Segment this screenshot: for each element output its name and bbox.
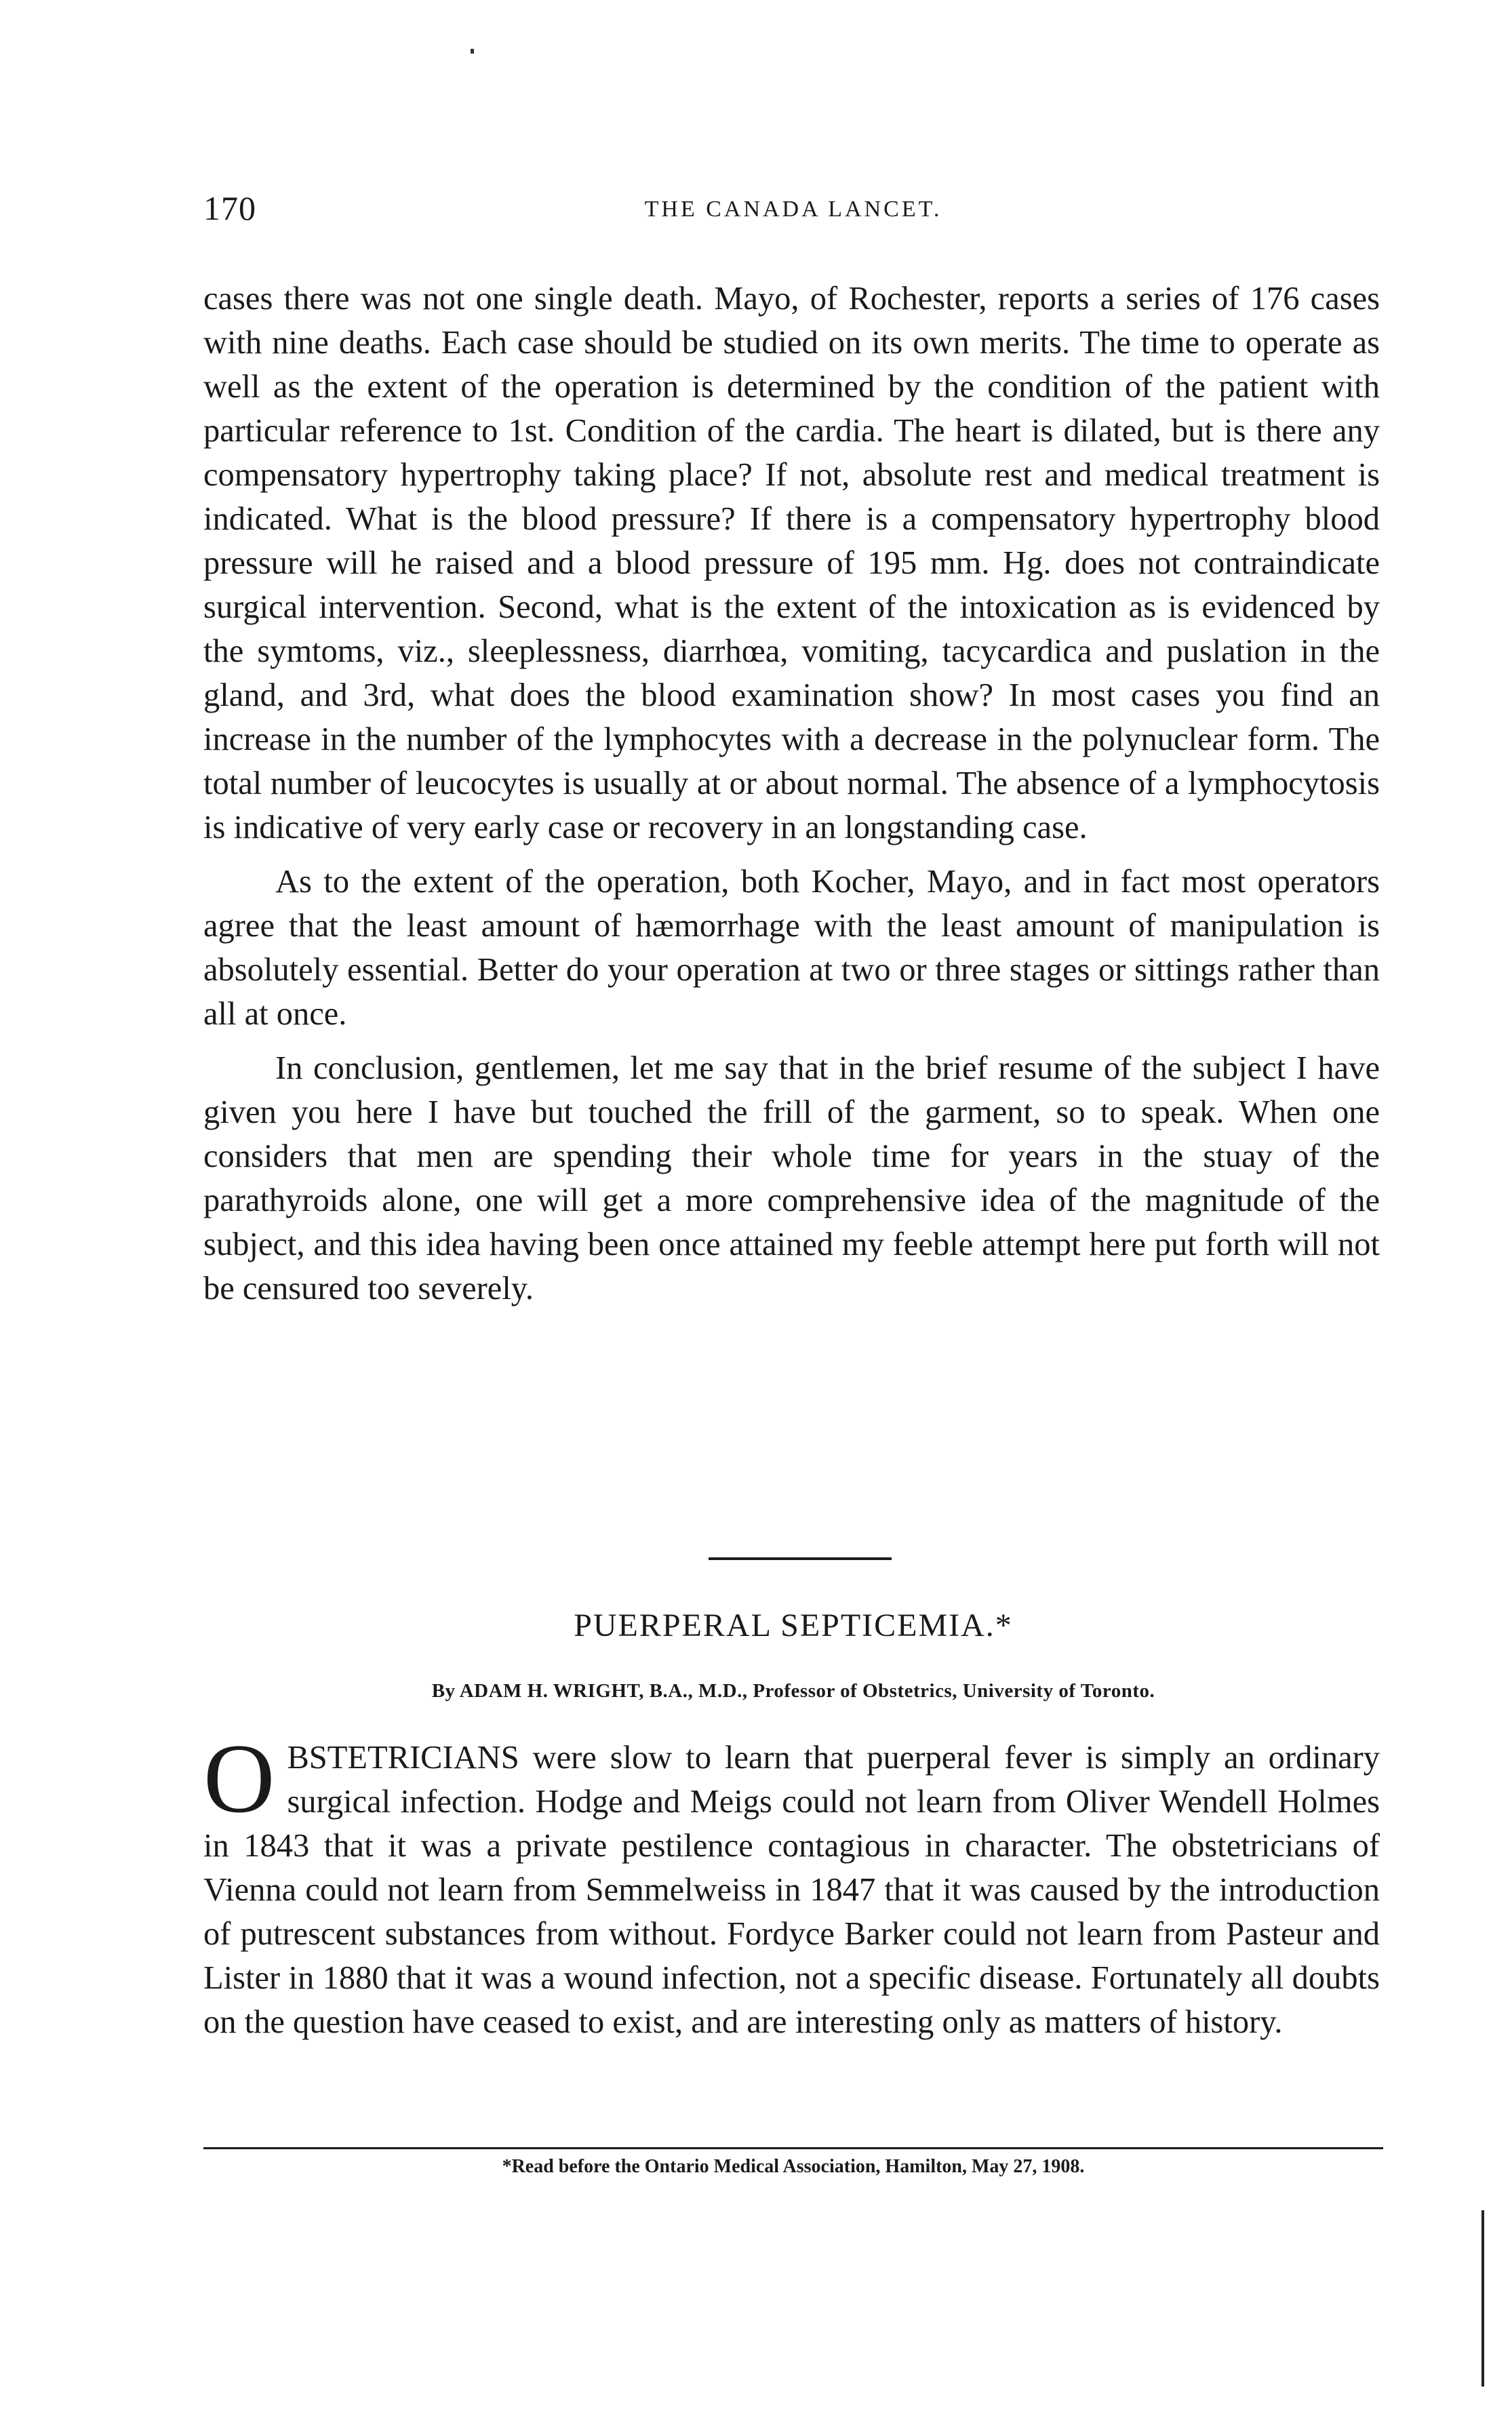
paragraph: BSTETRICIANS were slow to learn that puerperal fever is simply an ordinary surgical infection. Hodge and Meigs could not learn from Oliver Wendell Holmes in 1843 that it was a private pestilence contagious in character. The obstetricians of Vienna could not learn from Semmelweiss in 1847 that it was caused by the introduction of putrescent substances from without. Fordyce Barker could not learn from Pasteur and Lister in 1880 that it was a wound infection, not a specific disease. Fortunately all doubts on the question have ceased to exist, and are interesting only as matters of history. bbox=[203, 1740, 1380, 2040]
footnote-divider bbox=[203, 2147, 1383, 2149]
scan-speck bbox=[471, 49, 474, 54]
drop-cap: O bbox=[203, 1723, 275, 1833]
paragraph: As to the extent of the operation, both Kocher, Mayo, and in fact most operators agree that the least amount of hæmorrhage with the least amount of manipulation is absolutely essential. Better do your operation at two or three stages or sittings rather than all at once. bbox=[203, 864, 1380, 1032]
article-byline: By ADAM H. WRIGHT, B.A., M.D., Professor of Obstetrics, University of Toronto. bbox=[431, 1680, 1155, 1702]
article-text bbox=[203, 1723, 1380, 2044]
previous-article-text bbox=[203, 277, 1380, 1311]
paragraph: cases there was not one single death. Mayo, of Rochester, reports a series of 176 cases with nine deaths. Each case should be studied on its own merits. The time to operate as well as the extent of the operation is determined by the condition of the patient with particular reference to 1st. Condition of the cardia. The heart is dilated, but is there any compensatory hypertrophy taking place? If not, absolute rest and medical treatment is indicated. What is the blood pressure? If there is a compensatory hypertrophy blood pressure will he raised and a blood pressure of 195 mm. Hg. does not contraindicate surgical intervention. Second, what is the extent of the intoxication as is evidenced by the symtoms, viz., sleeplessness, diarrhœa, vomiting, tacycardica and puslation in the gland, and 3rd, what does the blood examination show? In most cases you find an increase in the number of the lymphocytes with a decrease in the polynuclear form. The total number of leucocytes is usually at or about normal. The absence of a lymphocytosis is indicative of very early case or recovery in an longstanding case. bbox=[203, 281, 1380, 845]
page-number: 170 bbox=[203, 189, 256, 227]
scan-edge-mark bbox=[1481, 2210, 1484, 2387]
footnote: *Read before the Ontario Medical Association, Hamilton, May 27, 1908. bbox=[502, 2156, 1085, 2177]
page-header bbox=[203, 188, 1383, 243]
running-title: THE CANADA LANCET. bbox=[644, 197, 942, 222]
article-title: PUERPERAL SEPTICEMIA.* bbox=[574, 1608, 1013, 1643]
section-divider bbox=[709, 1557, 892, 1560]
paragraph: In conclusion, gentlemen, let me say that in the brief resume of the subject I have given you here I have but touched the frill of the garment, so to speak. When one considers that men are spending their whole time for years in the stuay of the parathyroids alone, one will get a more comprehensive idea of the magnitude of the subject, and this idea having been once attained my feeble attempt here put forth will not be censured too severely. bbox=[203, 1050, 1380, 1306]
